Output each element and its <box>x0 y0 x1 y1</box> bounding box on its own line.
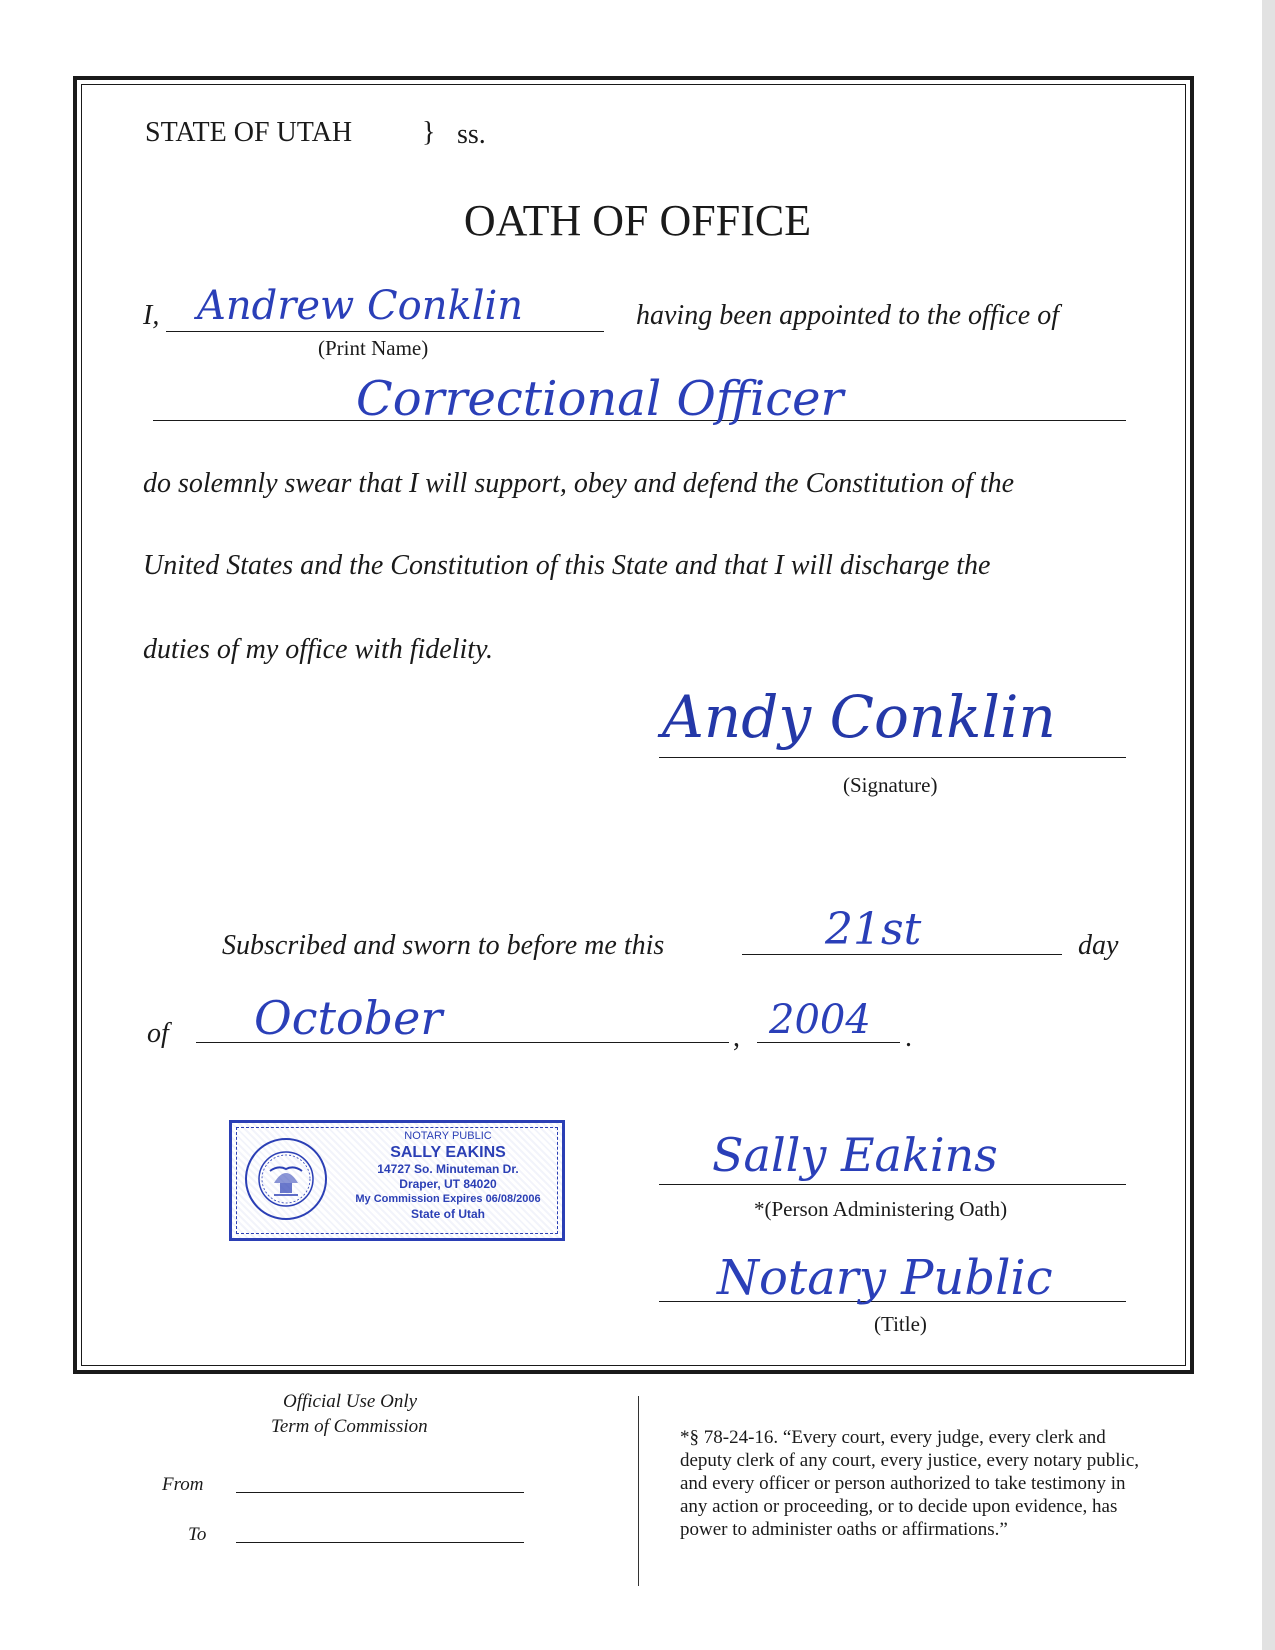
notary-stamp <box>229 1120 565 1241</box>
date-period: . <box>905 1022 912 1053</box>
handwritten-month: October <box>254 991 443 1045</box>
administrator-signature: Sally Eakins <box>712 1128 998 1182</box>
footer-divider <box>638 1396 639 1586</box>
state-label: STATE OF UTAH <box>145 117 353 148</box>
state-seal-emblem <box>244 1137 328 1221</box>
signature-line <box>659 757 1126 758</box>
oath-body-line-1: do solemnly swear that I will support, obey and defend the Constitution of the <box>143 468 1015 499</box>
handwritten-office: Correctional Officer <box>356 371 844 427</box>
title-caption: (Title) <box>874 1312 927 1336</box>
of-label: of <box>147 1018 169 1049</box>
print-name-caption: (Print Name) <box>318 336 429 360</box>
official-use-heading: Official Use Only <box>283 1391 418 1412</box>
stamp-line-street: 14727 So. Minuteman Dr. <box>377 1162 519 1176</box>
term-of-commission-heading: Term of Commission <box>271 1416 428 1437</box>
stamp-line-city: Draper, UT 84020 <box>399 1177 497 1191</box>
ss-label: ss. <box>457 119 486 150</box>
administrator-line <box>659 1184 1126 1185</box>
handwritten-day: 21st <box>825 904 922 955</box>
oath-prefix: I, <box>143 300 160 331</box>
from-field <box>236 1492 524 1493</box>
officer-signature: Andy Conklin <box>662 683 1056 751</box>
name-line <box>166 331 604 332</box>
oath-body-line-2: United States and the Constitution of this State and that I will discharge the <box>143 550 991 581</box>
stamp-line-notary: NOTARY PUBLIC <box>404 1130 492 1142</box>
to-label: To <box>188 1524 207 1545</box>
subscribed-text: Subscribed and sworn to before me this <box>222 930 665 961</box>
page-title: OATH OF OFFICE <box>463 196 812 245</box>
handwritten-title: Notary Public <box>717 1250 1053 1306</box>
handwritten-year: 2004 <box>769 997 871 1043</box>
page-edge <box>1262 0 1275 1650</box>
handwritten-name: Andrew Conklin <box>197 283 524 329</box>
stamp-line-state: State of Utah <box>410 1207 485 1221</box>
brace-symbol: } <box>422 117 436 148</box>
statute-note: *§ 78-24-16. “Every court, every judge, every clerk and deputy clerk of any court, every justice, every notary public, and every officer or person authorized to take testimony in any action or proceeding, or to decide upon evidence, has power to administer oaths or affirmations.” <box>680 1427 1139 1540</box>
administrator-caption: *(Person Administering Oath) <box>754 1197 1008 1221</box>
oath-body-line-3: duties of my office with fidelity. <box>143 634 493 665</box>
from-label: From <box>162 1474 204 1495</box>
appointed-text: having been appointed to the office of <box>636 300 1060 331</box>
stamp-line-name: SALLY EAKINS <box>390 1144 506 1161</box>
date-comma: , <box>733 1022 740 1053</box>
day-label: day <box>1078 930 1119 961</box>
stamp-line-expires: My Commission Expires 06/08/2006 <box>355 1193 541 1205</box>
to-field <box>236 1542 524 1543</box>
signature-caption: (Signature) <box>843 773 938 797</box>
